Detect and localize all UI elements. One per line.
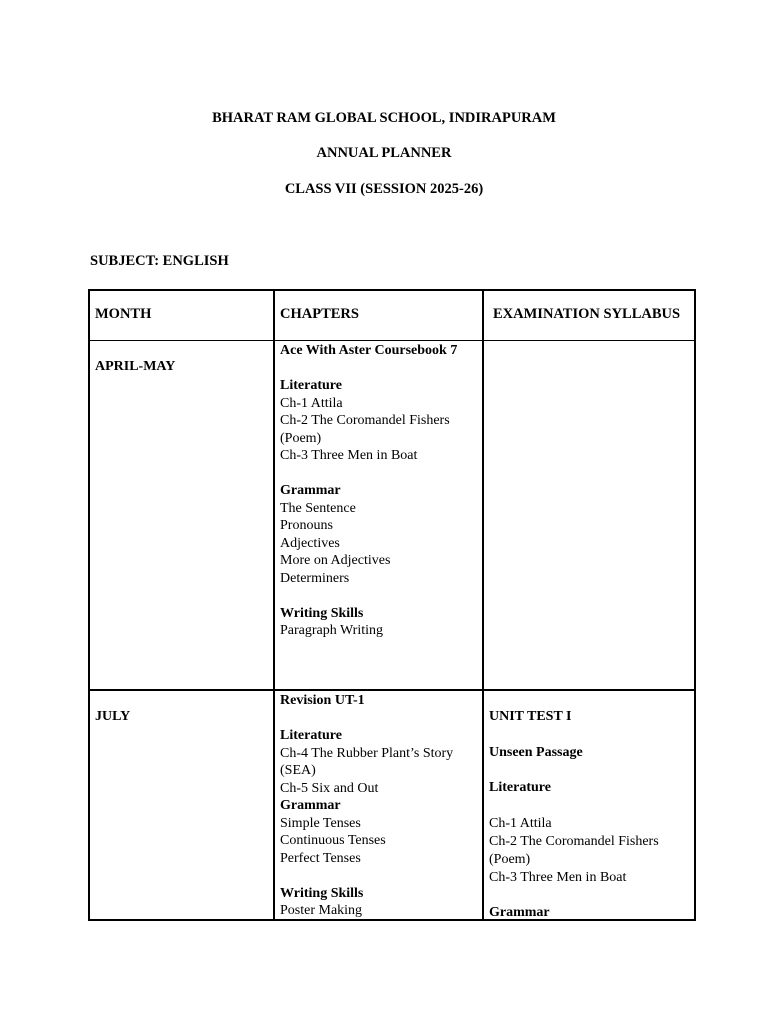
subject-label: SUBJECT: ENGLISH bbox=[90, 253, 229, 269]
column-header-month: MONTH bbox=[95, 306, 152, 322]
literature-item: Ch-1 Attila bbox=[280, 395, 343, 411]
exam-literature-item: Ch-1 Attila bbox=[489, 815, 552, 831]
grammar-item: Determiners bbox=[280, 570, 350, 586]
column-header-chapters: CHAPTERS bbox=[280, 306, 359, 322]
column-divider-2 bbox=[482, 289, 484, 921]
literature-item: Ch-5 Six and Out bbox=[280, 780, 379, 796]
grammar-item: Pronouns bbox=[280, 518, 333, 533]
table-border-top bbox=[88, 289, 696, 291]
revision-title: Revision UT-1 bbox=[280, 693, 365, 708]
grammar-item: Perfect Tenses bbox=[280, 850, 361, 866]
row-2-exam-syllabus bbox=[489, 708, 659, 922]
header-divider bbox=[88, 340, 696, 341]
unit-test-title: UNIT TEST I bbox=[489, 709, 572, 724]
class-session: CLASS VII (SESSION 2025-26) bbox=[284, 181, 484, 197]
column-divider-1 bbox=[273, 289, 275, 921]
literature-item: (Poem) bbox=[280, 430, 322, 446]
exam-literature-heading: Literature bbox=[489, 780, 551, 795]
literature-heading: Literature bbox=[280, 728, 342, 743]
table-border-right bbox=[694, 289, 696, 921]
literature-item: Ch-2 The Coromandel Fishers bbox=[280, 413, 450, 428]
row-2-chapters bbox=[280, 692, 453, 920]
coursebook-title: Ace With Aster Coursebook 7 bbox=[280, 343, 458, 358]
literature-heading: Literature bbox=[280, 378, 342, 393]
exam-literature-item: Ch-3 Three Men in Boat bbox=[489, 869, 627, 885]
unseen-passage: Unseen Passage bbox=[489, 744, 583, 760]
writing-heading: Writing Skills bbox=[280, 605, 364, 621]
grammar-item: Simple Tenses bbox=[280, 815, 361, 831]
grammar-heading: Grammar bbox=[280, 483, 341, 498]
row-1-chapters bbox=[280, 342, 457, 640]
grammar-item: More on Adjectives bbox=[280, 553, 391, 568]
row-1-month: APRIL-MAY bbox=[95, 359, 176, 374]
row-divider bbox=[88, 689, 696, 691]
literature-item: (SEA) bbox=[280, 763, 316, 778]
school-name: BHARAT RAM GLOBAL SCHOOL, INDIRAPURAM bbox=[212, 110, 556, 126]
grammar-item: Adjectives bbox=[280, 535, 340, 551]
table-border-left bbox=[88, 289, 90, 921]
literature-item: Ch-4 The Rubber Plant’s Story bbox=[280, 745, 454, 761]
row-2-month: JULY bbox=[95, 709, 131, 724]
literature-item: Ch-3 Three Men in Boat bbox=[280, 448, 418, 463]
writing-heading: Writing Skills bbox=[280, 885, 364, 901]
grammar-item: Continuous Tenses bbox=[280, 833, 386, 848]
column-header-exam-syllabus: EXAMINATION SYLLABUS bbox=[493, 306, 681, 322]
exam-literature-item: Ch-2 The Coromandel Fishers bbox=[489, 833, 659, 849]
exam-grammar-heading: Grammar bbox=[489, 905, 550, 920]
exam-literature-item: (Poem) bbox=[489, 851, 531, 867]
planner-table bbox=[88, 289, 696, 921]
grammar-item: The Sentence bbox=[280, 500, 356, 516]
grammar-heading: Grammar bbox=[280, 798, 341, 813]
planner-title: ANNUAL PLANNER bbox=[316, 145, 452, 161]
writing-item: Paragraph Writing bbox=[280, 623, 383, 638]
writing-item: Poster Making bbox=[280, 903, 363, 918]
